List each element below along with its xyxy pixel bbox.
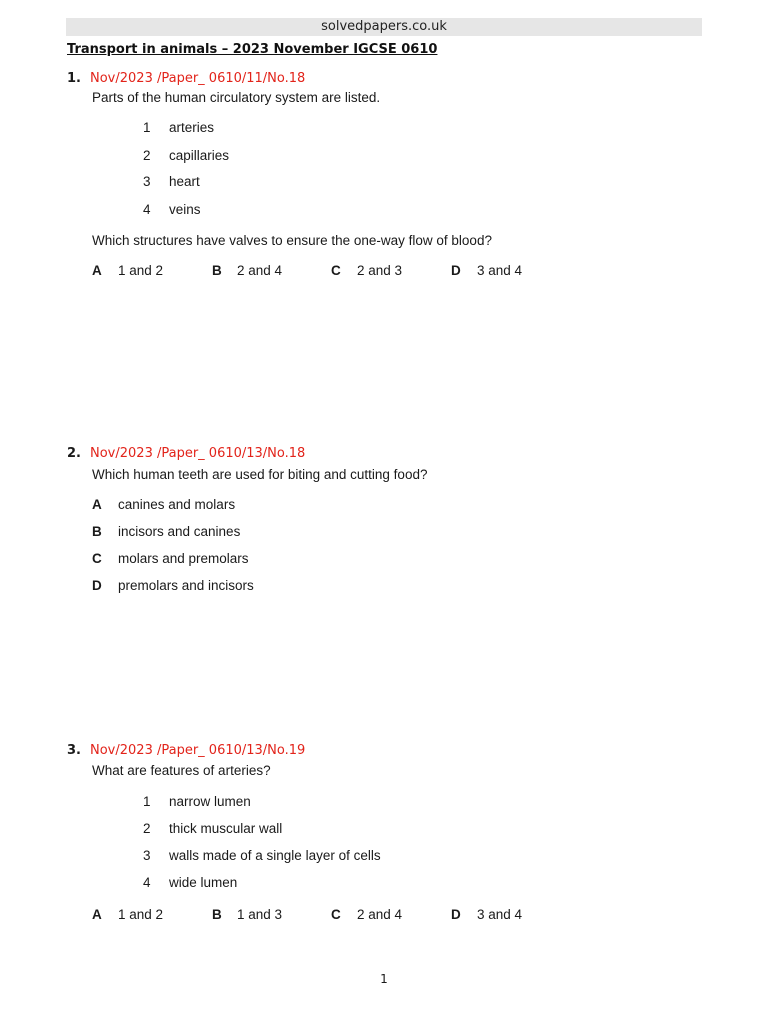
option-text: 3 and 4 bbox=[477, 907, 523, 922]
option-letter: A bbox=[92, 497, 102, 512]
question-number: 3. bbox=[67, 743, 81, 758]
question-reference: Nov/2023 /Paper_ 0610/11/No.18 bbox=[90, 71, 306, 86]
option-letter: D bbox=[92, 578, 102, 593]
option-letter: B bbox=[212, 907, 222, 922]
question-stem: Parts of the human circulatory system are listed. bbox=[92, 90, 381, 105]
option-text: 1 and 3 bbox=[237, 907, 283, 922]
question-prompt: Which structures have valves to ensure the one-way flow of blood? bbox=[92, 233, 492, 248]
option-text: 2 and 4 bbox=[237, 263, 283, 278]
site-header-bar bbox=[66, 18, 702, 36]
option-text: premolars and incisors bbox=[118, 578, 254, 593]
option-letter: C bbox=[92, 551, 102, 566]
question-number: 2. bbox=[67, 446, 81, 461]
question-reference: Nov/2023 /Paper_ 0610/13/No.18 bbox=[90, 446, 306, 461]
option-letter: B bbox=[212, 263, 222, 278]
option-text: canines and molars bbox=[118, 497, 236, 512]
option-letter: D bbox=[451, 907, 461, 922]
option-letter: A bbox=[92, 907, 102, 922]
question-reference: Nov/2023 /Paper_ 0610/13/No.19 bbox=[90, 743, 306, 758]
option-letter: C bbox=[331, 263, 341, 278]
site-name: solvedpapers.co.uk bbox=[321, 19, 447, 34]
option-text: 2 and 3 bbox=[357, 263, 403, 278]
option-text: 1 and 2 bbox=[118, 907, 164, 922]
question-stem: What are features of arteries? bbox=[92, 763, 271, 778]
option-letter: B bbox=[92, 524, 102, 539]
option-letter: A bbox=[92, 263, 102, 278]
option-text: molars and premolars bbox=[118, 551, 249, 566]
page-number: 1 bbox=[380, 972, 388, 986]
option-text: 3 and 4 bbox=[477, 263, 523, 278]
question-stem: Which human teeth are used for biting and cutting food? bbox=[92, 467, 428, 482]
option-letter: D bbox=[451, 263, 461, 278]
option-text: 2 and 4 bbox=[357, 907, 403, 922]
option-text: 1 and 2 bbox=[118, 263, 164, 278]
option-letter: C bbox=[331, 907, 341, 922]
question-number: 1. bbox=[67, 71, 81, 86]
document-title: Transport in animals – 2023 November IGCSE 0610 bbox=[67, 42, 438, 57]
option-text: incisors and canines bbox=[118, 524, 241, 539]
